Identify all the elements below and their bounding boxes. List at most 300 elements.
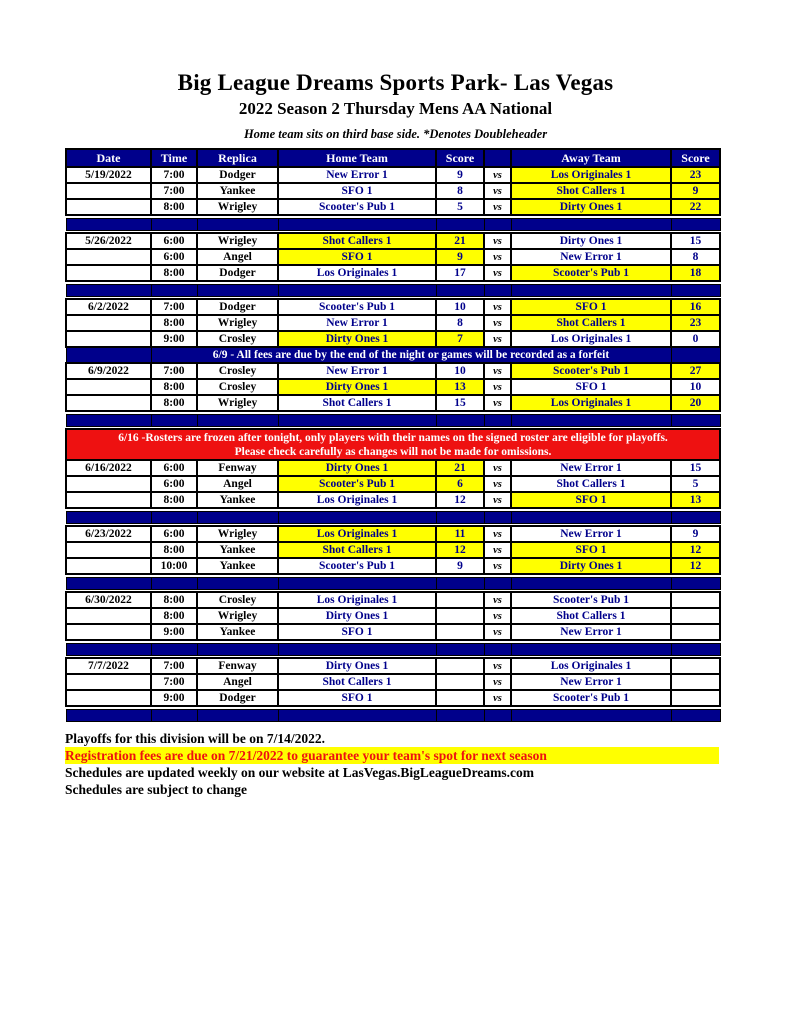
home-score-cell: 9 — [436, 167, 484, 183]
separator-cell — [278, 218, 436, 230]
column-header-replica: Replica — [197, 149, 278, 167]
schedule-table — [65, 148, 721, 724]
replica-cell: Fenway — [197, 658, 278, 674]
time-cell: 7:00 — [151, 167, 197, 183]
replica-cell: Angel — [197, 674, 278, 690]
home-team-cell: New Error 1 — [278, 167, 436, 183]
time-cell: 8:00 — [151, 492, 197, 508]
date-cell — [66, 249, 151, 265]
separator-cell — [511, 709, 671, 721]
vs-cell: vs — [484, 608, 511, 624]
date-cell: 7/7/2022 — [66, 658, 151, 674]
home-score-cell: 5 — [436, 199, 484, 215]
home-team-cell: SFO 1 — [278, 183, 436, 199]
away-score-cell: 10 — [671, 379, 720, 395]
replica-cell: Dodger — [197, 299, 278, 315]
game-row — [66, 331, 720, 347]
separator-cell — [671, 218, 720, 230]
column-header-home-team: Home Team — [278, 149, 436, 167]
separator-cell — [511, 511, 671, 523]
separator-cell — [671, 511, 720, 523]
away-score-cell: 23 — [671, 167, 720, 183]
date-cell — [66, 674, 151, 690]
vs-cell: vs — [484, 299, 511, 315]
separator-cell — [197, 643, 278, 655]
separator-cell — [66, 284, 151, 296]
home-score-cell — [436, 624, 484, 640]
replica-cell: Crosley — [197, 379, 278, 395]
home-team-cell: Scooter's Pub 1 — [278, 558, 436, 574]
away-team-cell: Shot Callers 1 — [511, 476, 671, 492]
away-team-cell: SFO 1 — [511, 542, 671, 558]
replica-cell: Yankee — [197, 558, 278, 574]
separator-cell — [66, 414, 151, 426]
date-cell — [66, 558, 151, 574]
home-score-cell: 11 — [436, 526, 484, 542]
date-cell — [66, 492, 151, 508]
time-cell: 8:00 — [151, 199, 197, 215]
home-score-cell — [436, 658, 484, 674]
game-row — [66, 492, 720, 508]
time-cell: 8:00 — [151, 265, 197, 281]
game-row — [66, 608, 720, 624]
vs-cell: vs — [484, 363, 511, 379]
game-row — [66, 199, 720, 215]
time-cell: 8:00 — [151, 542, 197, 558]
home-score-cell: 13 — [436, 379, 484, 395]
time-cell: 9:00 — [151, 624, 197, 640]
separator-cell — [511, 284, 671, 296]
game-row — [66, 315, 720, 331]
home-score-cell: 12 — [436, 492, 484, 508]
home-team-cell: Shot Callers 1 — [278, 674, 436, 690]
replica-cell: Dodger — [197, 167, 278, 183]
home-score-cell: 17 — [436, 265, 484, 281]
separator-cell — [436, 414, 484, 426]
date-cell: 6/16/2022 — [66, 460, 151, 476]
home-team-cell: Dirty Ones 1 — [278, 658, 436, 674]
away-score-cell — [671, 690, 720, 706]
home-team-note: Home team sits on third base side. *Denotes Doubleheader — [243, 127, 548, 141]
notice-left-cell — [66, 347, 151, 363]
vs-cell: vs — [484, 690, 511, 706]
away-score-cell: 22 — [671, 199, 720, 215]
date-cell: 6/9/2022 — [66, 363, 151, 379]
home-team-cell: SFO 1 — [278, 624, 436, 640]
away-score-cell: 8 — [671, 249, 720, 265]
away-team-cell: New Error 1 — [511, 249, 671, 265]
game-row — [66, 233, 720, 249]
time-cell: 6:00 — [151, 526, 197, 542]
separator-cell — [151, 709, 197, 721]
time-cell: 6:00 — [151, 249, 197, 265]
website-note: Schedules are updated weekly on our website at LasVegas.BigLeagueDreams.com — [65, 765, 535, 780]
fees-due-notice-text: 6/9 - All fees are due by the end of the night or games will be recorded as a forfeit — [151, 347, 671, 363]
separator-row — [66, 218, 720, 230]
separator-cell — [197, 218, 278, 230]
separator-cell — [511, 414, 671, 426]
separator-cell — [436, 577, 484, 589]
time-cell: 8:00 — [151, 608, 197, 624]
registration-fees-note: Registration fees are due on 7/21/2022 to guarantee your team's spot for next season — [65, 747, 719, 764]
date-cell — [66, 199, 151, 215]
vs-cell: vs — [484, 265, 511, 281]
separator-cell — [151, 577, 197, 589]
game-row — [66, 658, 720, 674]
replica-cell: Angel — [197, 249, 278, 265]
home-score-cell: 21 — [436, 233, 484, 249]
game-row — [66, 690, 720, 706]
replica-cell: Wrigley — [197, 199, 278, 215]
replica-cell: Dodger — [197, 265, 278, 281]
away-team-cell: New Error 1 — [511, 624, 671, 640]
away-team-cell: Los Originales 1 — [511, 167, 671, 183]
home-team-cell: Los Originales 1 — [278, 492, 436, 508]
time-cell: 7:00 — [151, 299, 197, 315]
vs-cell: vs — [484, 492, 511, 508]
home-score-cell: 10 — [436, 299, 484, 315]
home-score-cell — [436, 674, 484, 690]
home-team-cell: Shot Callers 1 — [278, 542, 436, 558]
date-cell — [66, 624, 151, 640]
separator-cell — [484, 511, 511, 523]
away-score-cell: 20 — [671, 395, 720, 411]
game-row — [66, 460, 720, 476]
time-cell: 8:00 — [151, 395, 197, 411]
separator-cell — [484, 577, 511, 589]
separator-row — [66, 511, 720, 523]
game-row — [66, 526, 720, 542]
game-row — [66, 363, 720, 379]
separator-cell — [436, 284, 484, 296]
separator-cell — [197, 284, 278, 296]
separator-cell — [484, 709, 511, 721]
footer-notes — [65, 730, 791, 798]
column-header-home-score: Score — [436, 149, 484, 167]
separator-cell — [484, 284, 511, 296]
date-cell — [66, 690, 151, 706]
date-cell: 6/2/2022 — [66, 299, 151, 315]
game-row — [66, 183, 720, 199]
separator-cell — [484, 643, 511, 655]
home-team-cell: Dirty Ones 1 — [278, 608, 436, 624]
roster-freeze-banner-row — [66, 429, 720, 460]
away-score-cell: 9 — [671, 526, 720, 542]
time-cell: 7:00 — [151, 363, 197, 379]
game-row — [66, 476, 720, 492]
playoffs-note: Playoffs for this division will be on 7/14/2022. — [65, 731, 326, 746]
away-score-cell: 18 — [671, 265, 720, 281]
away-team-cell: Dirty Ones 1 — [511, 558, 671, 574]
away-score-cell: 27 — [671, 363, 720, 379]
away-team-cell: Los Originales 1 — [511, 331, 671, 347]
away-score-cell — [671, 674, 720, 690]
date-cell — [66, 608, 151, 624]
vs-cell: vs — [484, 167, 511, 183]
subject-to-change-note: Schedules are subject to change — [65, 782, 247, 797]
away-team-cell: Shot Callers 1 — [511, 315, 671, 331]
home-team-cell: Scooter's Pub 1 — [278, 299, 436, 315]
replica-cell: Wrigley — [197, 315, 278, 331]
separator-cell — [511, 218, 671, 230]
vs-cell: vs — [484, 460, 511, 476]
home-team-cell: Scooter's Pub 1 — [278, 476, 436, 492]
game-row — [66, 592, 720, 608]
page-title: Big League Dreams Sports Park- Las Vegas — [177, 70, 614, 95]
away-score-cell: 12 — [671, 542, 720, 558]
replica-cell: Wrigley — [197, 526, 278, 542]
vs-cell: vs — [484, 658, 511, 674]
game-row — [66, 265, 720, 281]
away-score-cell — [671, 624, 720, 640]
separator-cell — [151, 218, 197, 230]
replica-cell: Wrigley — [197, 233, 278, 249]
separator-cell — [197, 577, 278, 589]
separator-cell — [66, 577, 151, 589]
away-score-cell: 5 — [671, 476, 720, 492]
separator-cell — [66, 218, 151, 230]
time-cell: 7:00 — [151, 183, 197, 199]
away-score-cell: 15 — [671, 233, 720, 249]
away-score-cell: 16 — [671, 299, 720, 315]
separator-cell — [671, 414, 720, 426]
column-header-vs — [484, 149, 511, 167]
replica-cell: Angel — [197, 476, 278, 492]
home-score-cell: 8 — [436, 183, 484, 199]
separator-cell — [278, 709, 436, 721]
time-cell: 6:00 — [151, 233, 197, 249]
replica-cell: Wrigley — [197, 395, 278, 411]
away-team-cell: SFO 1 — [511, 492, 671, 508]
replica-cell: Yankee — [197, 183, 278, 199]
away-score-cell — [671, 658, 720, 674]
home-score-cell — [436, 690, 484, 706]
game-row — [66, 624, 720, 640]
home-team-cell: New Error 1 — [278, 315, 436, 331]
home-score-cell: 7 — [436, 331, 484, 347]
vs-cell: vs — [484, 558, 511, 574]
vs-cell: vs — [484, 526, 511, 542]
home-score-cell: 6 — [436, 476, 484, 492]
game-row — [66, 299, 720, 315]
away-score-cell — [671, 608, 720, 624]
away-team-cell: Scooter's Pub 1 — [511, 265, 671, 281]
away-team-cell: New Error 1 — [511, 526, 671, 542]
separator-cell — [436, 218, 484, 230]
vs-cell: vs — [484, 249, 511, 265]
home-team-cell: Los Originales 1 — [278, 592, 436, 608]
home-team-cell: Scooter's Pub 1 — [278, 199, 436, 215]
time-cell: 8:00 — [151, 592, 197, 608]
time-cell: 9:00 — [151, 690, 197, 706]
separator-row — [66, 709, 720, 721]
separator-cell — [511, 643, 671, 655]
column-header-date: Date — [66, 149, 151, 167]
time-cell: 7:00 — [151, 658, 197, 674]
separator-cell — [278, 414, 436, 426]
home-score-cell: 12 — [436, 542, 484, 558]
time-cell: 9:00 — [151, 331, 197, 347]
away-team-cell: Scooter's Pub 1 — [511, 690, 671, 706]
replica-cell: Crosley — [197, 363, 278, 379]
replica-cell: Crosley — [197, 592, 278, 608]
season-subtitle: 2022 Season 2 Thursday Mens AA National — [238, 99, 553, 118]
notice-right-cell — [671, 347, 720, 363]
date-cell — [66, 315, 151, 331]
separator-cell — [671, 577, 720, 589]
date-cell — [66, 265, 151, 281]
separator-row — [66, 284, 720, 296]
replica-cell: Yankee — [197, 492, 278, 508]
separator-cell — [436, 511, 484, 523]
game-row — [66, 395, 720, 411]
separator-cell — [197, 511, 278, 523]
away-team-cell: Shot Callers 1 — [511, 183, 671, 199]
game-row — [66, 558, 720, 574]
separator-cell — [278, 284, 436, 296]
vs-cell: vs — [484, 592, 511, 608]
separator-cell — [278, 577, 436, 589]
separator-gap-row — [66, 721, 720, 724]
away-score-cell: 0 — [671, 331, 720, 347]
separator-cell — [436, 709, 484, 721]
home-team-cell: Dirty Ones 1 — [278, 460, 436, 476]
home-score-cell — [436, 592, 484, 608]
replica-cell: Wrigley — [197, 608, 278, 624]
column-header-time: Time — [151, 149, 197, 167]
away-team-cell: SFO 1 — [511, 299, 671, 315]
home-team-cell: New Error 1 — [278, 363, 436, 379]
away-team-cell: Dirty Ones 1 — [511, 233, 671, 249]
time-cell: 8:00 — [151, 315, 197, 331]
away-team-cell: Dirty Ones 1 — [511, 199, 671, 215]
vs-cell: vs — [484, 183, 511, 199]
away-team-cell: Scooter's Pub 1 — [511, 363, 671, 379]
home-score-cell: 9 — [436, 249, 484, 265]
home-score-cell — [436, 608, 484, 624]
replica-cell: Fenway — [197, 460, 278, 476]
date-cell — [66, 379, 151, 395]
separator-row — [66, 643, 720, 655]
vs-cell: vs — [484, 674, 511, 690]
vs-cell: vs — [484, 624, 511, 640]
separator-cell — [151, 511, 197, 523]
home-team-cell: Shot Callers 1 — [278, 233, 436, 249]
separator-cell — [671, 643, 720, 655]
date-cell — [66, 395, 151, 411]
replica-cell: Dodger — [197, 690, 278, 706]
separator-cell — [671, 284, 720, 296]
home-score-cell: 15 — [436, 395, 484, 411]
home-score-cell: 9 — [436, 558, 484, 574]
table-header-row — [66, 149, 720, 167]
home-team-cell: SFO 1 — [278, 249, 436, 265]
time-cell: 6:00 — [151, 460, 197, 476]
home-score-cell: 10 — [436, 363, 484, 379]
separator-cell — [484, 414, 511, 426]
home-team-cell: Dirty Ones 1 — [278, 379, 436, 395]
game-row — [66, 167, 720, 183]
home-team-cell: Los Originales 1 — [278, 265, 436, 281]
separator-cell — [671, 709, 720, 721]
away-score-cell: 15 — [671, 460, 720, 476]
home-team-cell: Los Originales 1 — [278, 526, 436, 542]
date-cell — [66, 476, 151, 492]
vs-cell: vs — [484, 395, 511, 411]
replica-cell: Yankee — [197, 624, 278, 640]
date-cell — [66, 183, 151, 199]
game-row — [66, 674, 720, 690]
away-score-cell: 9 — [671, 183, 720, 199]
separator-cell — [66, 709, 151, 721]
fees-due-notice-row — [66, 347, 720, 363]
away-score-cell — [671, 592, 720, 608]
separator-gap — [66, 721, 720, 724]
vs-cell: vs — [484, 476, 511, 492]
roster-freeze-banner-text: 6/16 -Rosters are frozen after tonight, only players with their names on the signed roster are eligible for playoffs. Please check carefully as changes will not be made for omissions. — [66, 429, 720, 460]
replica-cell: Yankee — [197, 542, 278, 558]
time-cell: 7:00 — [151, 674, 197, 690]
date-cell — [66, 331, 151, 347]
away-score-cell: 23 — [671, 315, 720, 331]
vs-cell: vs — [484, 315, 511, 331]
game-row — [66, 379, 720, 395]
separator-row — [66, 577, 720, 589]
time-cell: 6:00 — [151, 476, 197, 492]
separator-cell — [66, 511, 151, 523]
separator-cell — [278, 511, 436, 523]
game-row — [66, 542, 720, 558]
column-header-away-team: Away Team — [511, 149, 671, 167]
away-team-cell: Los Originales 1 — [511, 395, 671, 411]
vs-cell: vs — [484, 199, 511, 215]
separator-cell — [151, 284, 197, 296]
schedule-table-body — [66, 167, 720, 724]
date-cell — [66, 542, 151, 558]
away-team-cell: SFO 1 — [511, 379, 671, 395]
vs-cell: vs — [484, 331, 511, 347]
replica-cell: Crosley — [197, 331, 278, 347]
home-score-cell: 21 — [436, 460, 484, 476]
away-team-cell: New Error 1 — [511, 460, 671, 476]
away-team-cell: Scooter's Pub 1 — [511, 592, 671, 608]
date-cell: 5/26/2022 — [66, 233, 151, 249]
separator-cell — [197, 414, 278, 426]
column-header-away-score: Score — [671, 149, 720, 167]
date-cell: 6/23/2022 — [66, 526, 151, 542]
date-cell: 5/19/2022 — [66, 167, 151, 183]
separator-cell — [151, 643, 197, 655]
separator-cell — [66, 643, 151, 655]
home-team-cell: SFO 1 — [278, 690, 436, 706]
time-cell: 8:00 — [151, 379, 197, 395]
separator-cell — [197, 709, 278, 721]
home-team-cell: Shot Callers 1 — [278, 395, 436, 411]
separator-cell — [278, 643, 436, 655]
separator-cell — [436, 643, 484, 655]
away-score-cell: 12 — [671, 558, 720, 574]
vs-cell: vs — [484, 379, 511, 395]
away-score-cell: 13 — [671, 492, 720, 508]
vs-cell: vs — [484, 233, 511, 249]
away-team-cell: New Error 1 — [511, 674, 671, 690]
home-score-cell: 8 — [436, 315, 484, 331]
away-team-cell: Shot Callers 1 — [511, 608, 671, 624]
separator-row — [66, 414, 720, 426]
separator-cell — [151, 414, 197, 426]
date-cell: 6/30/2022 — [66, 592, 151, 608]
game-row — [66, 249, 720, 265]
